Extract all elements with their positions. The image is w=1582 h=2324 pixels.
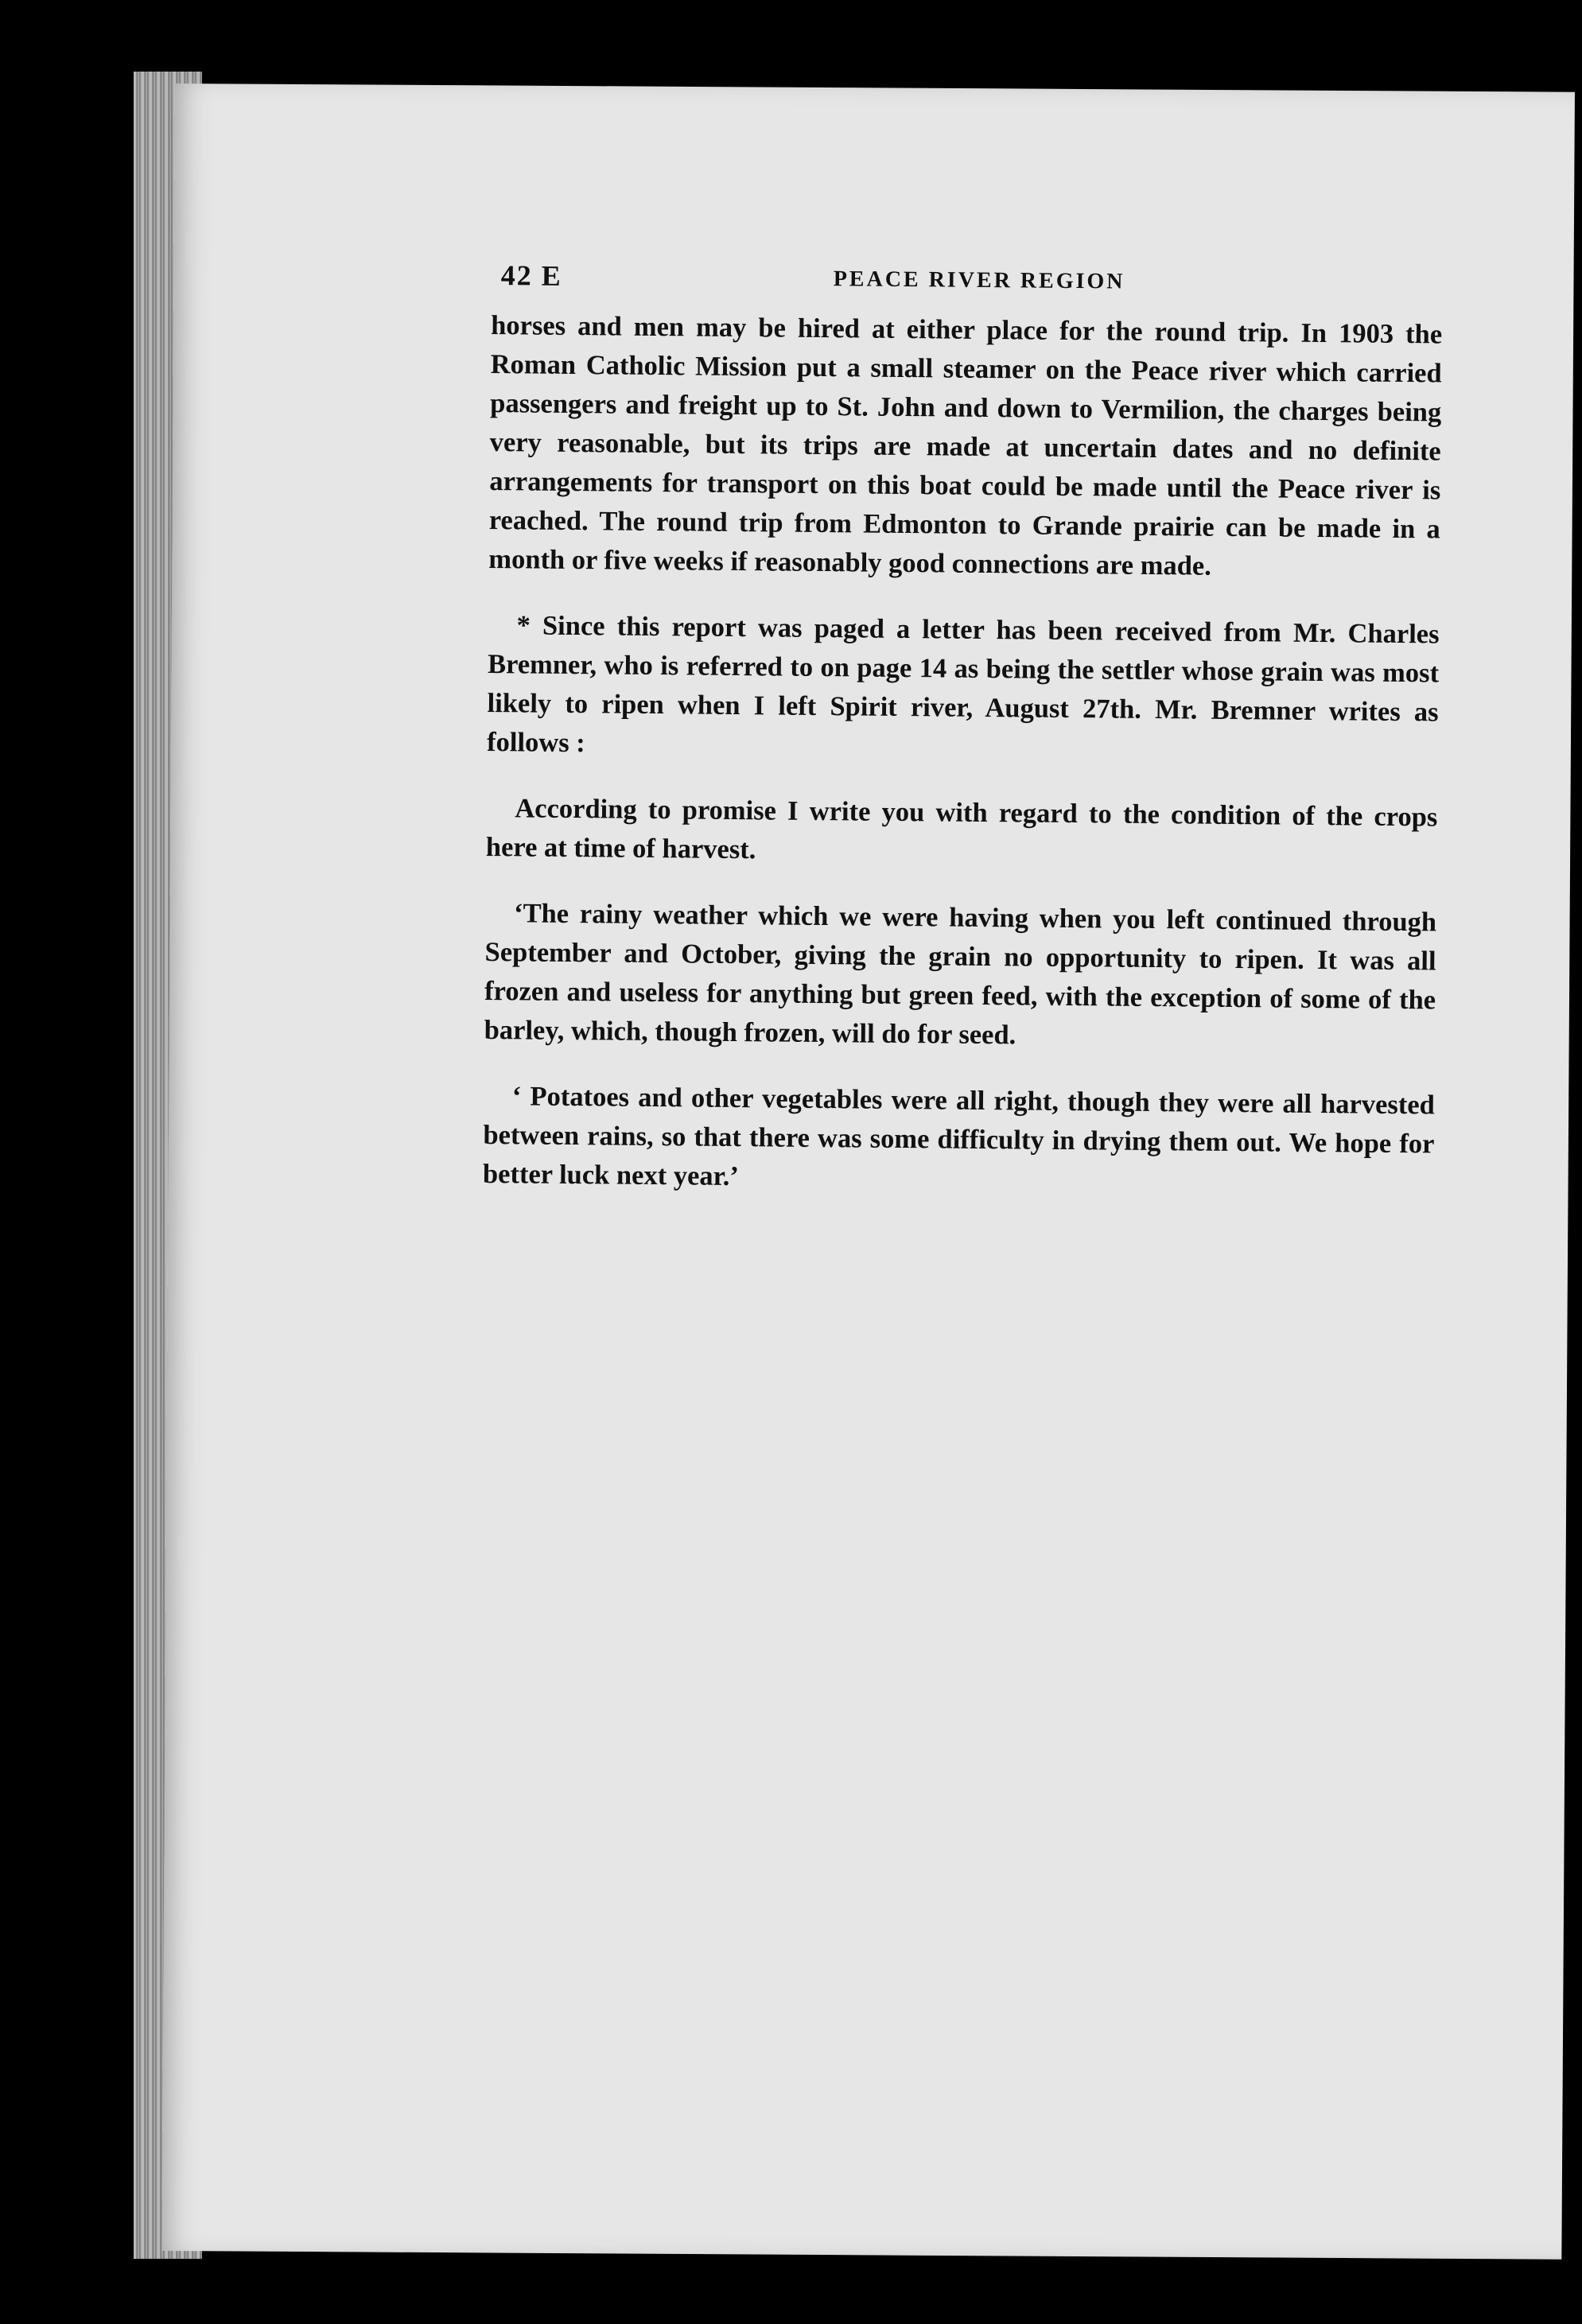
page-number: 42 E [500, 259, 563, 292]
paragraph-transport: horses and men may be hired at either place for the round trip. In 1903 the Roman Catholic Mission put a small steamer on the Peace river which carried passengers and freight up to St. John and down to Vermilion, the charges being very reasonable, but its trips are made at uncertain dates and no definite arrangements for transport on this boat could be made until the Peace river is reached. The round trip from Edmonton to Grande prairie can be made in a month or five weeks if reasonably good connections are made. [488, 309, 1443, 581]
paragraph-letter-potatoes: ‘ Potatoes and other vegetables were all right, though they were all harvested between rains, so that there was some difficulty in drying them out. We hope for better luck next year.’ [482, 1081, 1436, 1192]
paragraph-footnote-letter: * Since this report was paged a letter has been received from Mr. Charles Bremner, who is referred to on page 14 as being the settler whose grain was most likely to ripen when I left Spirit river, August 27th. Mr. Bremner writes as follows : [486, 610, 1440, 759]
paragraph-letter-weather: ‘The rainy weather which we were having when you left continued through September and October, giving the grain no opportunity to ripen. It was all frozen and useless for anything but green feed, with the exception of some of the barley, which, though frozen, will do for seed. [484, 898, 1437, 1051]
text-block [482, 258, 1443, 1230]
running-title: PEACE RIVER REGION [833, 266, 1125, 294]
running-head [491, 258, 1443, 315]
paragraph-letter-opening: According to promise I write you with regard to the condition of the crops here at time of harvest. [485, 793, 1438, 865]
